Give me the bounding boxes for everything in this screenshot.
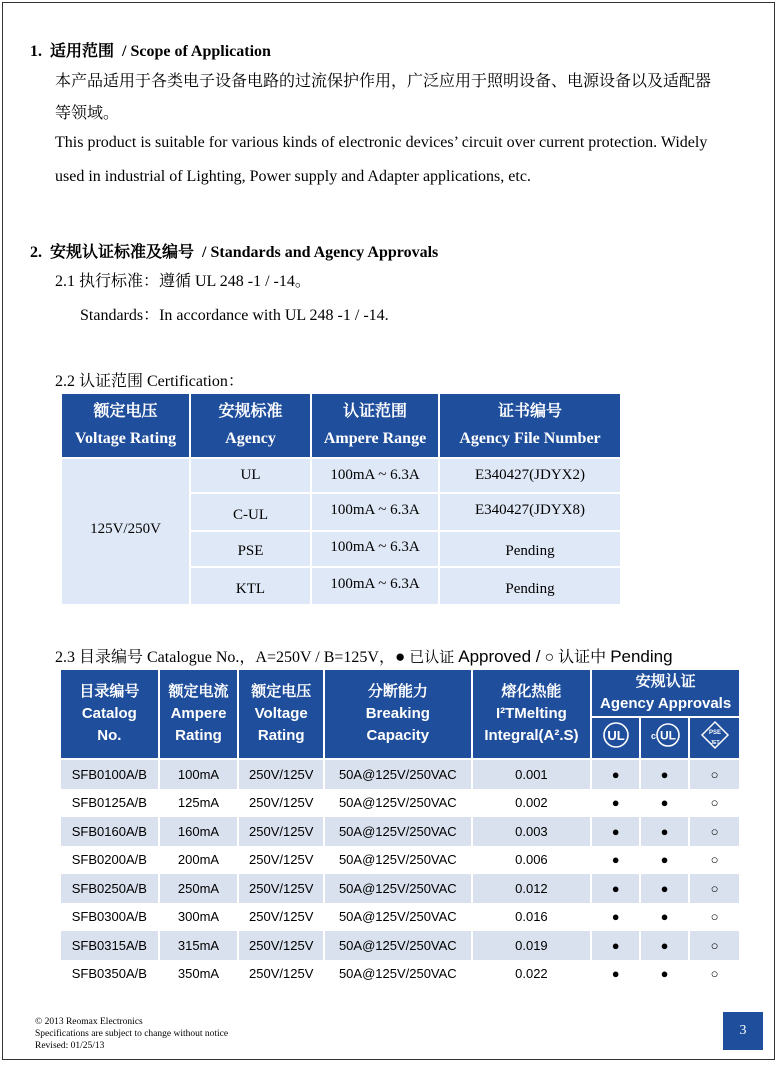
cell-pse: ○ xyxy=(689,931,740,960)
cell-catalog: SFB0200A/B xyxy=(60,846,159,875)
cell-ul: ● xyxy=(591,960,640,989)
section2-1-standard-en: Standards：In accordance with UL 248 -1 / -14. xyxy=(80,307,389,324)
catalog-header-melting: 熔化热能 I²TMelting Integral(A².S) xyxy=(472,669,592,759)
cell-pse: ○ xyxy=(689,874,740,903)
section1-heading: 1. 适用范围 / Scope of Application xyxy=(30,43,271,60)
cell-ampere: 350mA xyxy=(159,960,239,989)
cell-cul: ● xyxy=(640,759,689,789)
cell-voltage: 250V/125V xyxy=(238,874,324,903)
cell-breaking: 50A@125V/250VAC xyxy=(324,960,472,989)
cert-row-agency: C-UL xyxy=(191,494,310,530)
cell-breaking: 50A@125V/250VAC xyxy=(324,817,472,846)
svg-text:c: c xyxy=(650,730,656,741)
cell-ul: ● xyxy=(591,789,640,818)
section2-heading: 2. 安规认证标准及编号 / Standards and Agency Approvals xyxy=(30,244,439,261)
cert-row-agency: KTL xyxy=(191,568,310,604)
cell-ampere: 200mA xyxy=(159,846,239,875)
cell-voltage: 250V/125V xyxy=(238,846,324,875)
pse-jet-mark-icon xyxy=(689,717,740,759)
cell-pse: ○ xyxy=(689,759,740,789)
cell-breaking: 50A@125V/250VAC xyxy=(324,789,472,818)
table-row xyxy=(60,903,740,932)
cell-catalog: SFB0250A/B xyxy=(60,874,159,903)
svg-text:UL: UL xyxy=(659,728,676,742)
table-row xyxy=(60,960,740,989)
table-row xyxy=(60,874,740,903)
catalog-header-catalog: 目录编号 Catalog No. xyxy=(60,669,159,759)
cell-ampere: 300mA xyxy=(159,903,239,932)
cert-row-agency: PSE xyxy=(191,532,310,566)
cell-catalog: SFB0125A/B xyxy=(60,789,159,818)
cell-breaking: 50A@125V/250VAC xyxy=(324,903,472,932)
approved-symbol: ● xyxy=(394,647,406,666)
section2-2-certification-heading: 2.2 认证范围 Certification： xyxy=(55,373,244,390)
table-row xyxy=(60,817,740,846)
cell-catalog: SFB0300A/B xyxy=(60,903,159,932)
revised-date: Revised: 01/25/13 xyxy=(35,1041,105,1051)
cell-melting: 0.012 xyxy=(472,874,592,903)
cert-header-agency: 安规标准 Agency xyxy=(191,394,310,457)
cell-voltage: 250V/125V xyxy=(238,789,324,818)
cell-voltage: 250V/125V xyxy=(238,817,324,846)
cell-cul: ● xyxy=(640,817,689,846)
cell-melting: 0.006 xyxy=(472,846,592,875)
cell-melting: 0.016 xyxy=(472,903,592,932)
section1-para-cn-2: 等领域。 xyxy=(55,105,120,122)
copyright: © 2013 Reomax Electronics xyxy=(35,1017,143,1027)
table-row xyxy=(60,846,740,875)
cell-catalog: SFB0160A/B xyxy=(60,817,159,846)
cell-pse: ○ xyxy=(689,817,740,846)
cell-cul: ● xyxy=(640,874,689,903)
section2-3-catalogue-heading: 2.3 目录编号 Catalogue No.，A=250V / B=125V，● 已认证 Approved / ○ 认证中 Pending xyxy=(55,647,673,666)
cell-ul: ● xyxy=(591,846,640,875)
section2-1-standard-cn: 2.1 执行标准：遵循 UL 248 -1 / -14。 xyxy=(55,273,311,290)
cell-ampere: 250mA xyxy=(159,874,239,903)
cert-row-file: E340427(JDYX8) xyxy=(440,494,620,530)
cell-ul: ● xyxy=(591,903,640,932)
cell-ul: ● xyxy=(591,759,640,789)
cert-row-file: Pending xyxy=(440,568,620,604)
cell-cul: ● xyxy=(640,960,689,989)
cell-catalog: SFB0350A/B xyxy=(60,960,159,989)
cell-voltage: 250V/125V xyxy=(238,931,324,960)
cell-voltage: 250V/125V xyxy=(238,960,324,989)
cert-header-range: 认证范围 Ampere Range xyxy=(312,394,438,457)
svg-text:JET: JET xyxy=(709,739,720,746)
cert-row-range: 100mA ~ 6.3A xyxy=(312,568,438,604)
catalog-header-breaking: 分断能力 Breaking Capacity xyxy=(324,669,472,759)
cell-melting: 0.001 xyxy=(472,759,592,789)
cert-voltage-cell: 125V/250V xyxy=(62,459,189,604)
section1-para-en-1: This product is suitable for various kinds of electronic devices’ circuit over current protection. Widely xyxy=(55,134,708,151)
cert-row-file: E340427(JDYX2) xyxy=(440,459,620,492)
svg-text:UL: UL xyxy=(607,727,625,743)
cell-cul: ● xyxy=(640,903,689,932)
cell-voltage: 250V/125V xyxy=(238,759,324,789)
cell-pse: ○ xyxy=(689,903,740,932)
cert-row-range: 100mA ~ 6.3A xyxy=(312,494,438,530)
footer-text xyxy=(35,1016,228,1052)
cell-catalog: SFB0100A/B xyxy=(60,759,159,789)
cell-voltage: 250V/125V xyxy=(238,903,324,932)
cell-ampere: 125mA xyxy=(159,789,239,818)
pending-symbol: ○ xyxy=(544,649,555,666)
cell-pse: ○ xyxy=(689,960,740,989)
cert-row-file: Pending xyxy=(440,532,620,566)
svg-text:PSE: PSE xyxy=(708,729,721,736)
cell-melting: 0.022 xyxy=(472,960,592,989)
ul-mark-icon xyxy=(591,717,640,759)
catalog-table xyxy=(59,668,741,988)
cell-melting: 0.019 xyxy=(472,931,592,960)
cert-row-range: 100mA ~ 6.3A xyxy=(312,459,438,492)
section1-para-cn-1: 本产品适用于各类电子设备电路的过流保护作用，广泛应用于照明设备、电源设备以及适配器 xyxy=(55,73,712,90)
cert-header-file: 证书编号 Agency File Number xyxy=(440,394,620,457)
catalog-header-approvals: 安规认证 Agency Approvals xyxy=(591,669,740,717)
cert-row-range: 100mA ~ 6.3A xyxy=(312,532,438,566)
cell-breaking: 50A@125V/250VAC xyxy=(324,874,472,903)
cell-pse: ○ xyxy=(689,789,740,818)
catalog-header-voltage: 额定电压 Voltage Rating xyxy=(238,669,324,759)
cell-cul: ● xyxy=(640,789,689,818)
cell-catalog: SFB0315A/B xyxy=(60,931,159,960)
cell-breaking: 50A@125V/250VAC xyxy=(324,846,472,875)
section1-para-en-2: used in industrial of Lighting, Power supply and Adapter applications, etc. xyxy=(55,168,531,185)
table-row xyxy=(60,789,740,818)
cell-ul: ● xyxy=(591,874,640,903)
cert-row-agency: UL xyxy=(191,459,310,492)
cell-melting: 0.002 xyxy=(472,789,592,818)
cul-mark-icon xyxy=(640,717,689,759)
catalog-header-ampere: 额定电流 Ampere Rating xyxy=(159,669,239,759)
cell-ul: ● xyxy=(591,817,640,846)
notice: Specifications are subject to change without notice xyxy=(35,1029,229,1039)
cell-breaking: 50A@125V/250VAC xyxy=(324,931,472,960)
cell-melting: 0.003 xyxy=(472,817,592,846)
table-row xyxy=(60,759,740,789)
cell-cul: ● xyxy=(640,846,689,875)
cell-ul: ● xyxy=(591,931,640,960)
table-row xyxy=(60,931,740,960)
cell-ampere: 100mA xyxy=(159,759,239,789)
cell-ampere: 315mA xyxy=(159,931,239,960)
cell-pse: ○ xyxy=(689,846,740,875)
cell-breaking: 50A@125V/250VAC xyxy=(324,759,472,789)
page-number: 3 xyxy=(723,1012,763,1050)
cell-ampere: 160mA xyxy=(159,817,239,846)
cell-cul: ● xyxy=(640,931,689,960)
cert-header-voltage: 额定电压 Voltage Rating xyxy=(62,394,189,457)
